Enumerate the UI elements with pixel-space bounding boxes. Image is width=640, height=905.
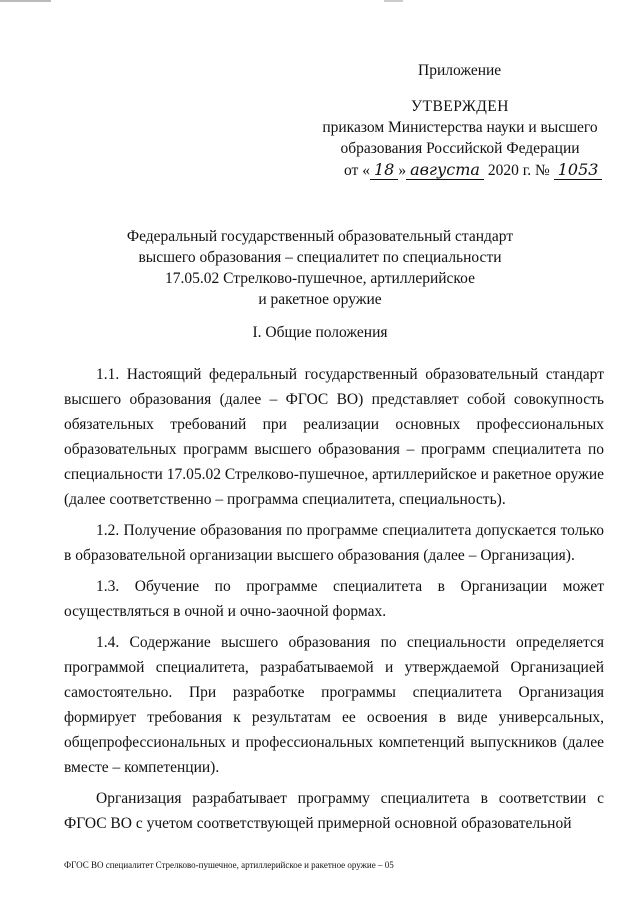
order-line-1: приказом Министерства науки и высшего — [322, 119, 598, 136]
paragraph-1-2: 1.2. Получение образования по программе специалитета допускается только в образовательной организации высшего образования (далее – Организация). — [64, 522, 604, 564]
paragraph-organization: Организация разрабатывает программу специалитета в соответствии с ФГОС ВО с учетом соответствующей примерной основной образовательной — [64, 790, 604, 832]
paragraph-1-3: 1.3. Обучение по программе специалитета в Организации может осуществляться в очной и очно-заочной формах. — [64, 578, 604, 620]
appendix-label: Приложение — [418, 62, 502, 79]
date-prefix: от « — [344, 162, 370, 179]
paragraph-1-1: 1.1. Настоящий федеральный государственный образовательный стандарт высшего образования (далее – ФГОС ВО) представляет собой совокупность обязательных требований при реализации основных профессиональных образовательных программ высшего образования – программ специалитета по специальности 17.05.02 Стрелково-пушечное, артиллерийское и ракетное оружие (далее соответственно – программа специалитета, специальность). — [64, 366, 604, 508]
date-month-handwritten: августа — [406, 160, 484, 180]
document-body — [64, 362, 604, 836]
title-line-2: высшего образования – специалитет по специальности — [138, 249, 502, 266]
page-footer: ФГОС ВО специалитет Стрелково-пушечное, артиллерийское и ракетное оружие – 05 — [64, 860, 394, 870]
title-line-4: и ракетное оружие — [258, 291, 382, 308]
order-number-handwritten: 1053 — [554, 160, 603, 180]
date-day-handwritten: 18 — [370, 160, 398, 180]
date-mid: » — [398, 162, 407, 179]
date-year: 2020 г. № — [487, 162, 550, 179]
approved-label: УТВЕРЖДЕН — [411, 98, 509, 115]
order-date-line — [344, 159, 602, 181]
title-line-3: 17.05.02 Стрелково-пушечное, артиллерийское — [165, 270, 475, 287]
document-title — [60, 226, 580, 310]
section-heading: I. Общие положения — [252, 324, 388, 341]
page-top-edge — [0, 0, 640, 2]
title-line-1: Федеральный государственный образовательный стандарт — [126, 228, 514, 245]
paragraph-1-4: 1.4. Содержание высшего образования по специальности определяется программой специалитета, разрабатываемой и утверждаемой Организацией самостоятельно. При разработке программы специалитета Организация формирует требования к результатам ее освоения в виде универсальных, общепрофессиональных и профессиональных компетенций выпускников (далее вместе – компетенции). — [64, 634, 604, 776]
order-line-2: образования Российской Федерации — [340, 140, 580, 157]
